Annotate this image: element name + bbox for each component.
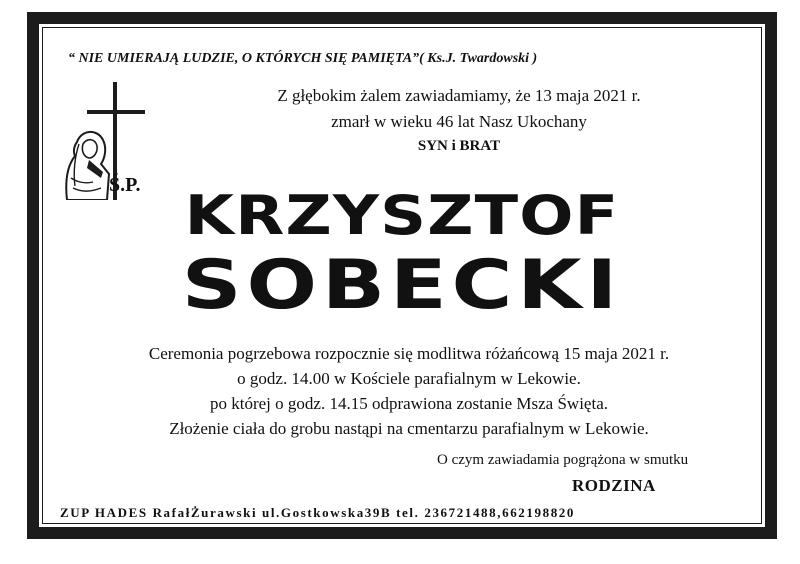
ceremony-line-4: Złożenie ciała do grobu nastąpi na cmentarzu parafialnym w Lekowie. [169,419,649,438]
ceremony-line-1: Ceremonia pogrzebowa rozpocznie się modlitwa różańcową 15 maja 2021 r. [148,344,670,363]
memorial-quote: “ NIE UMIERAJĄ LUDZIE, O KTÓRYCH SIĘ PAMIĘTA”( Ks.J. Twardowski ) [68,51,538,66]
ceremony-line-3: po której o godz. 14.15 odprawiona zostanie Msza Święta. [210,394,608,413]
deceased-surname: SOBECKI [181,246,623,325]
signature-notice: O czym zawiadamia pogrążona w smutku [437,452,689,468]
funeral-home-footer: ZUP HADES RafałŻurawski ul.Gostkowska39B tel. 236721488,662198820 [60,505,575,520]
obituary-frame [27,12,777,539]
announcement-line-date: Z głębokim żalem zawiadamiamy, że 13 maja 2021 r. [277,86,641,105]
prefix-sp: Ś.P. [109,174,141,196]
announcement-line-age: zmarł w wieku 46 lat Nasz Ukochany [331,112,587,131]
ceremony-line-2: o godz. 14.00 w Kościele parafialnym w Lekowie. [237,369,581,388]
deceased-first-name: KRZYSZTOF [184,184,620,247]
relation-label: SYN i BRAT [417,138,501,154]
signature-family: RODZINA [572,476,656,495]
